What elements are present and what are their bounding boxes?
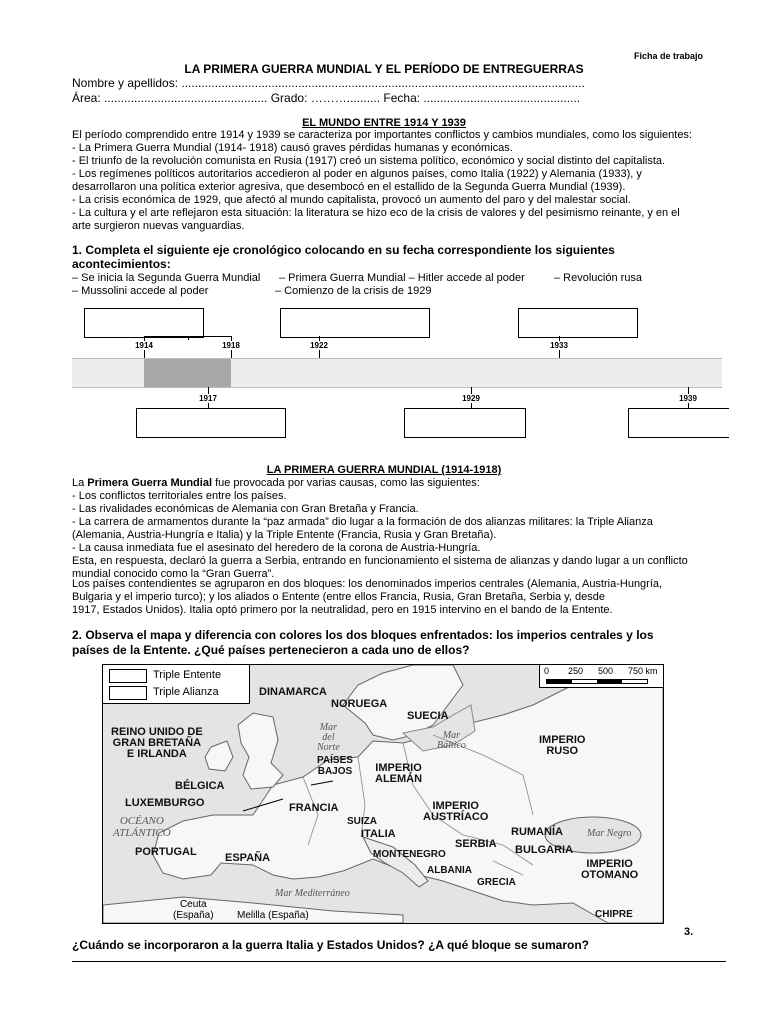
label-line: BAJOS	[317, 766, 353, 777]
paragraph-line: El período comprendido entre 1914 y 1939 se caracteriza por importantes conflictos y cambios mundiales, como los siguientes:	[72, 129, 692, 141]
label-line: del	[322, 732, 335, 743]
map-scale	[539, 665, 664, 688]
label-dinamarca: DINAMARCA	[259, 686, 327, 698]
label-mar-mediterraneo: Mar Mediterráneo	[275, 888, 350, 899]
label-line: ALEMÁN	[375, 773, 423, 785]
answer-line[interactable]	[72, 961, 726, 962]
europe-map	[102, 664, 664, 924]
event-option: – Mussolini accede al poder	[72, 285, 209, 297]
event-option: – Comienzo de la crisis de 1929	[275, 285, 432, 297]
paragraph-line: - La Primera Guerra Mundial (1914- 1918) causó graves pérdidas humanas y económicas.	[72, 142, 513, 154]
label-grecia: GRECIA	[477, 877, 516, 888]
label-rumania: RUMANÍA	[511, 826, 563, 838]
war-period-highlight	[144, 359, 231, 387]
answer-box[interactable]	[84, 308, 204, 338]
legend-label-alianza: Triple Alianza	[153, 686, 219, 698]
label-imperio-otomano	[581, 859, 638, 881]
label-line: IMPERIO	[375, 762, 422, 774]
label-oceano-atlantico	[113, 815, 171, 839]
label-line: RUSO	[546, 745, 579, 757]
paragraph-line: - La carrera de armamentos durante la “paz armada” dio lugar a la formación de dos alianzas militares: la Triple Alianza	[72, 516, 653, 528]
label-line: OCÉANO	[119, 815, 164, 827]
label-line: IMPERIO	[586, 858, 633, 870]
event-option: – Se inicia la Segunda Guerra Mundial	[72, 272, 261, 284]
scale-label: 500	[598, 666, 614, 676]
label-bulgaria: BULGARIA	[515, 844, 574, 856]
label-mar-del-norte	[317, 723, 340, 753]
label-espana: ESPAÑA	[225, 852, 271, 864]
answer-box[interactable]	[404, 408, 526, 438]
label-mar-baltico	[437, 731, 466, 751]
label-line: REINO UNIDO DE	[111, 726, 203, 738]
label-suiza: SUIZA	[347, 816, 377, 827]
axis-tick	[319, 350, 320, 358]
paragraph-line: (Alemania, Austria-Hungría e Italia) y la Triple Entente (Francia, Rusia y Gran Bretaña).	[72, 529, 497, 541]
axis-tick	[231, 350, 232, 358]
exercise1-question: 1. Completa el siguiente eje cronológico colocando en su fecha correspondiente los siguientes	[72, 243, 615, 257]
year-label-bottom: 1917	[199, 394, 217, 403]
answer-box[interactable]	[518, 308, 638, 338]
label-ceuta	[173, 899, 214, 921]
scale-label: 0	[544, 666, 550, 676]
exercise2-question-cont: países de la Entente. ¿Qué países pertenecieron a cada uno de ellos?	[72, 643, 470, 657]
year-label-top: 1933	[550, 341, 568, 350]
section-heading-wwi: LA PRIMERA GUERRA MUNDIAL (1914-1918)	[266, 464, 502, 476]
paragraph-line: mundial conocido como la “Gran Guerra”.	[72, 568, 275, 580]
label-line: PAÍSES	[317, 755, 353, 766]
paragraph-line: Esta, en respuesta, declaró la guerra a Serbia, entrando en funcionamiento el sistema de alianzas y dando lugar a un conflicto	[72, 555, 688, 567]
paragraph-line: - La causa inmediata fue el asesinato del heredero de la corona de Austria-Hungría.	[72, 542, 481, 554]
paragraph-line: - La crisis económica de 1929, que afectó al mundo capitalista, provocó un aumento del paro y del malestar social.	[72, 194, 631, 206]
legend-swatch-entente[interactable]	[109, 669, 147, 683]
area-grade-date-field[interactable]: Área: ................................................. Grado: ……….......... Fecha: ...............................................	[72, 91, 581, 105]
axis-tick	[559, 350, 560, 358]
year-label-bottom: 1929	[462, 394, 480, 403]
label-line: OTOMANO	[581, 869, 639, 881]
label-line: (España)	[173, 910, 214, 921]
scale-label: 750 km	[628, 666, 658, 676]
paragraph-line: - El triunfo de la revolución comunista en Rusia (1917) creó un sistema político, económico y social distinto del capitalista.	[72, 155, 666, 167]
scale-label: 250	[568, 666, 584, 676]
intro-bold-text: Primera Guerra Mundial	[87, 477, 213, 489]
exercise3-question: ¿Cuándo se incorporaron a la guerra Italia y Estados Unidos? ¿A qué bloque se sumaron?	[72, 938, 589, 952]
label-serbia: SERBIA	[455, 838, 497, 850]
label-chipre: CHIPRE	[595, 909, 633, 920]
label-line: GRAN BRETAÑA	[112, 737, 202, 749]
paragraph-line: desarrollaron una política exterior agresiva, que desembocó en el estallido de la Segunda Guerra Mundial (1939).	[72, 181, 626, 193]
scale-bar	[546, 679, 648, 684]
legend-label-entente: Triple Entente	[153, 669, 222, 681]
connector-tick	[188, 336, 189, 340]
axis-tick	[471, 387, 472, 394]
label-francia: FRANCIA	[289, 802, 339, 814]
paragraph-line: Los países contendientes se agruparon en dos bloques: los denominados imperios centrales (Alemania, Austria-Hungría,	[72, 578, 663, 590]
event-option: – Revolución rusa	[554, 272, 643, 284]
year-label-top: 1914	[135, 341, 153, 350]
answer-box[interactable]	[628, 408, 729, 438]
paragraph-line: Bulgaria y el imperio turco); y los aliados o Entente (entre ellos Francia, Rusia, Gran Bretaña, Serbia y, desde	[72, 591, 605, 603]
label-line: Mar	[442, 730, 461, 741]
label-melilla: Melilla (España)	[237, 910, 309, 921]
page-title: LA PRIMERA GUERRA MUNDIAL Y EL PERÍODO DE ENTREGUERRAS	[184, 62, 584, 76]
map-legend	[103, 665, 250, 704]
section-heading-1914-1939: EL MUNDO ENTRE 1914 Y 1939	[302, 117, 466, 129]
paragraph-line: - Las rivalidades económicas de Alemania con Gran Bretaña y Francia.	[72, 503, 419, 515]
label-reino-unido	[111, 727, 203, 760]
paragraph-line: - Los regímenes políticos autoritarios accedieron al poder en algunos países, como Italia (1922) y Alemania (1933), y	[72, 168, 642, 180]
paragraph-line: - Los conflictos territoriales entre los países.	[72, 490, 287, 502]
axis-tick	[144, 350, 145, 358]
label-luxemburgo: LUXEMBURGO	[125, 797, 205, 809]
label-line: ATLÁNTICO	[113, 827, 171, 839]
label-italia: ITALIA	[361, 828, 396, 840]
wwi-intro	[72, 477, 480, 490]
name-field[interactable]: Nombre y apellidos: .........................................................................................................................	[72, 76, 585, 90]
label-paises-bajos	[317, 755, 353, 777]
answer-box[interactable]	[136, 408, 286, 438]
label-line: Norte	[317, 742, 340, 753]
label-imperio-ruso	[539, 735, 585, 757]
paragraph-line: arte surgieron nuevas vanguardias.	[72, 220, 245, 232]
label-line: Báltico	[437, 740, 466, 751]
label-suecia: SUECIA	[407, 710, 449, 722]
year-label-bottom: 1939	[679, 394, 697, 403]
label-line: Ceuta	[179, 899, 207, 910]
label-mar-negro: Mar Negro	[587, 828, 632, 839]
label-portugal: PORTUGAL	[135, 846, 197, 858]
label-line: IMPERIO	[539, 734, 586, 746]
event-option: – Primera Guerra Mundial – Hitler accede al poder	[279, 272, 525, 284]
label-albania: ALBANIA	[427, 865, 472, 876]
paragraph-line: 1917, Estados Unidos). Italia optó primero por la neutralidad, pero en 1915 intervino en el bando de la Entente.	[72, 604, 613, 616]
label-noruega: NORUEGA	[331, 698, 388, 710]
exercise3-number: 3.	[684, 926, 694, 938]
label-belgica: BÉLGICA	[175, 780, 225, 792]
answer-box[interactable]	[280, 308, 430, 338]
label-line: AUSTRÍACO	[423, 811, 489, 823]
axis-tick	[688, 387, 689, 394]
axis-tick	[208, 387, 209, 394]
label-line: Mar	[319, 722, 337, 733]
paragraph-line: - La cultura y el arte reflejaron esta situación: la literatura se hizo eco de la crisis de valores y del pesimismo reinante, y en el	[72, 207, 680, 219]
exercise1-question-cont: acontecimientos:	[72, 257, 171, 271]
label-imperio-austriaco	[423, 801, 488, 823]
label-imperio-aleman	[375, 763, 422, 785]
exercise2-question: 2. Observa el mapa y diferencia con colores los dos bloques enfrentados: los imperios centrales y los	[72, 628, 654, 642]
label-line: IMPERIO	[432, 800, 479, 812]
label-line: E IRLANDA	[126, 748, 187, 760]
worksheet-label: Ficha de trabajo	[634, 51, 704, 61]
intro-text: fue provocada por varias causas, como las siguientes:	[212, 477, 480, 489]
label-montenegro: MONTENEGRO	[373, 849, 446, 860]
legend-swatch-alianza[interactable]	[109, 686, 147, 700]
intro-text: La	[72, 477, 88, 489]
year-label-top: 1922	[310, 341, 328, 350]
year-label-top: 1918	[222, 341, 240, 350]
